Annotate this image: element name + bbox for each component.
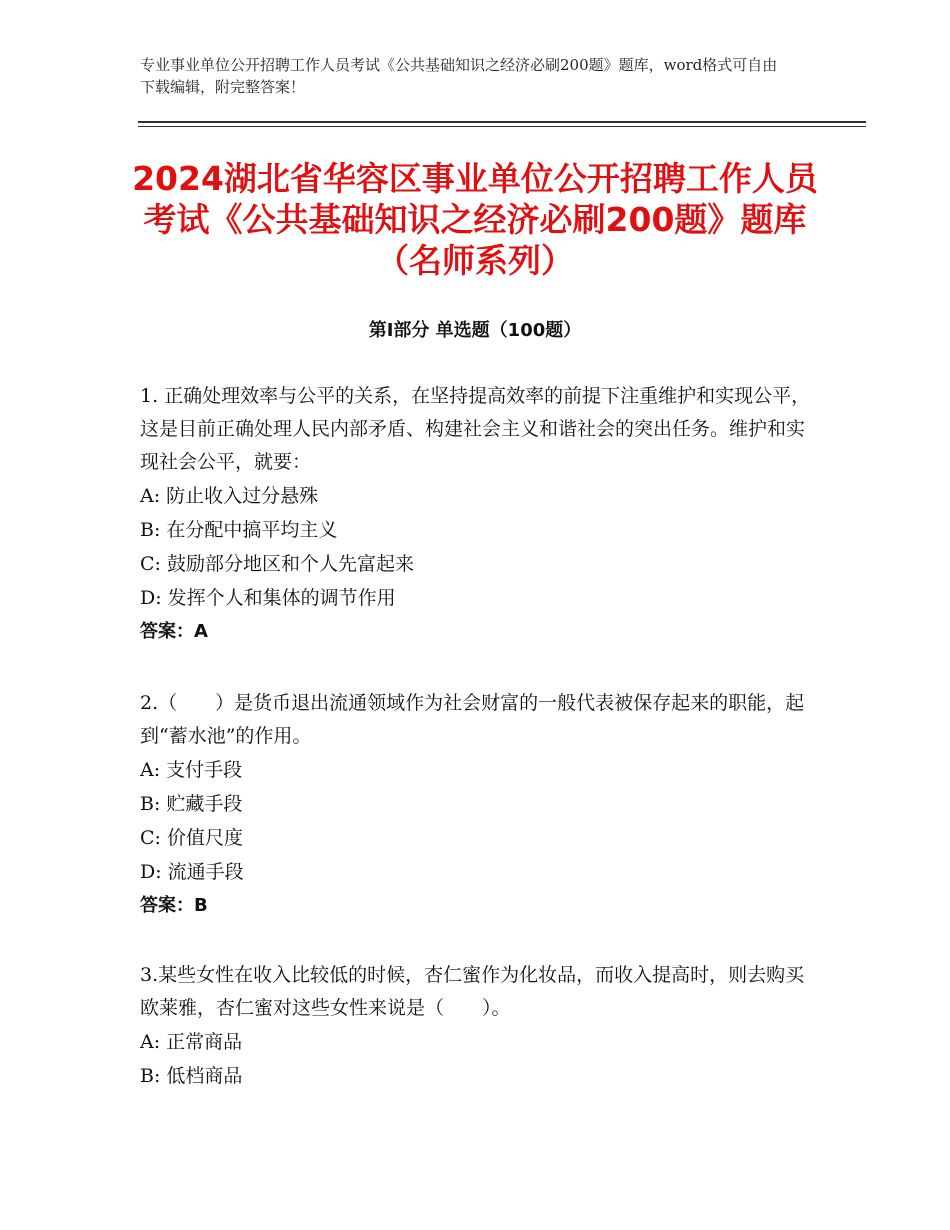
- question-stem: 1. 正确处理效率与公平的关系，在坚持提高效率的前提下注重维护和实现公平，这是目前正确处理人民内部矛盾、构建社会主义和谐社会的突出任务。维护和实现社会公平，就要：: [140, 385, 811, 473]
- answer: 答案：B: [140, 895, 208, 916]
- option-a: A: 支付手段: [140, 759, 243, 781]
- question-1: [140, 380, 820, 649]
- option-c: C: 价值尺度: [140, 827, 243, 849]
- option-b: B: 在分配中搞平均主义: [140, 519, 338, 541]
- header-divider: [138, 121, 866, 123]
- question-2: [140, 687, 820, 923]
- question-3: [140, 959, 820, 1093]
- option-d: D: 流通手段: [140, 861, 244, 883]
- option-c: C: 鼓励部分地区和个人先富起来: [140, 553, 414, 575]
- option-a: A: 正常商品: [140, 1031, 243, 1053]
- option-d: D: 发挥个人和集体的调节作用: [140, 587, 396, 609]
- header-note: 专业事业单位公开招聘工作人员考试《公共基础知识之经济必刷200题》题库，word格式可自由下载编辑，附完整答案！: [140, 56, 778, 96]
- document-title: 2024湖北省华容区事业单位公开招聘工作人员考试《公共基础知识之经济必刷200题》题库（名师系列）: [132, 159, 818, 280]
- option-b: B: 贮藏手段: [140, 793, 243, 815]
- question-stem: 3.某些女性在收入比较低的时候，杏仁蜜作为化妆品，而收入提高时，则去购买欧莱雅，杏仁蜜对这些女性来说是（ ）。: [140, 964, 805, 1019]
- header-divider-thin: [138, 126, 866, 127]
- answer: 答案：A: [140, 621, 208, 642]
- option-b: B: 低档商品: [140, 1065, 243, 1087]
- option-a: A: 防止收入过分悬殊: [140, 485, 319, 507]
- question-stem: 2.（ ）是货币退出流通领域作为社会财富的一般代表被保存起来的职能，起到“蓄水池”的作用。: [140, 692, 805, 747]
- section-heading: 第Ⅰ部分 单选题（100题）: [368, 320, 582, 341]
